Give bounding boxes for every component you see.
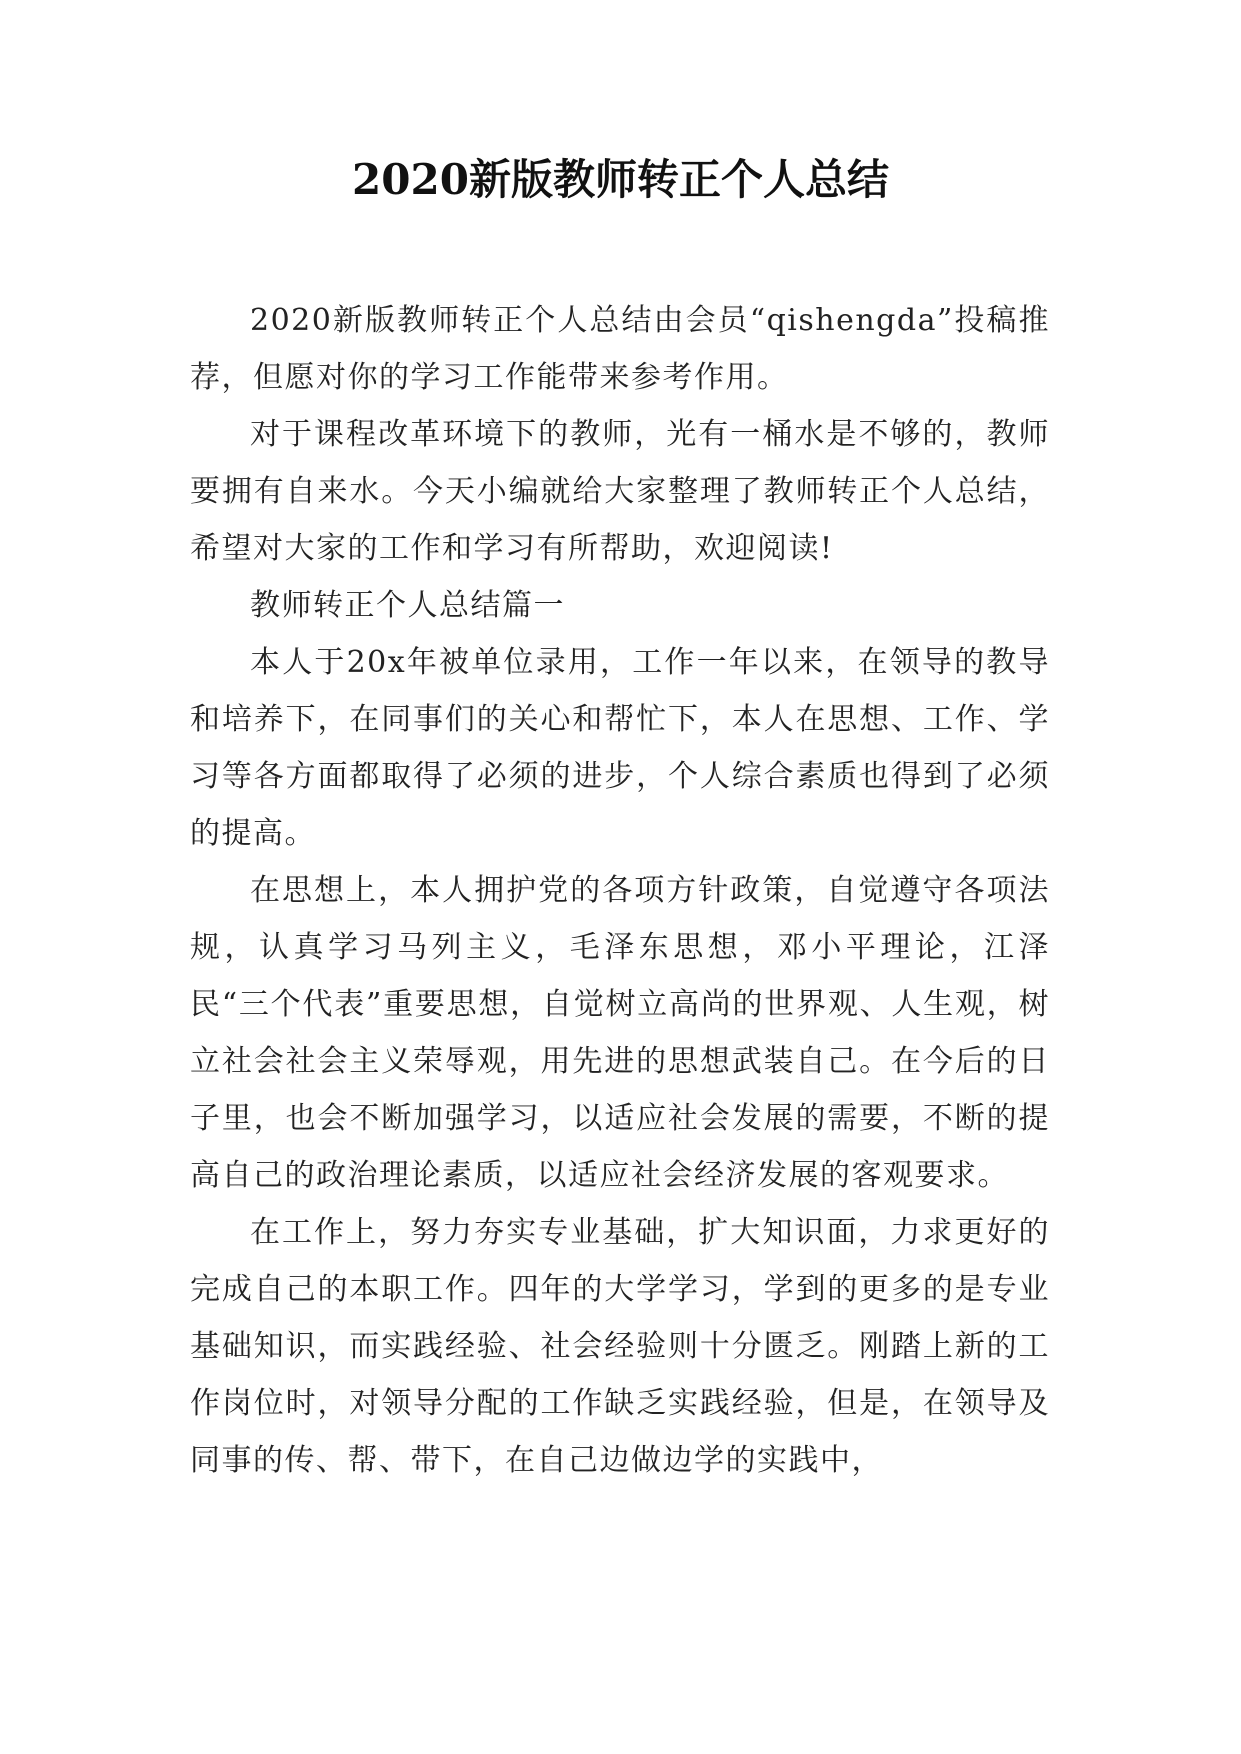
document-body (190, 292, 1050, 1489)
paragraph-preface: 对于课程改革环境下的教师，光有一桶水是不够的，教师要拥有自来水。今天小编就给大家整理了教师转正个人总结，希望对大家的工作和学习有所帮助，欢迎阅读! (190, 417, 1050, 566)
document-title: 2020新版教师转正个人总结 (352, 155, 889, 204)
paragraph-overview: 本人于20x年被单位录用，工作一年以来，在领导的教导和培养下，在同事们的关心和帮忙下，本人在思想、工作、学习等各方面都取得了必须的进步，个人综合素质也得到了必须的提高。 (190, 645, 1050, 851)
section-heading: 教师转正个人总结篇一 (250, 588, 565, 623)
paragraph-thought: 在思想上，本人拥护党的各项方针政策，自觉遵守各项法规，认真学习马列主义，毛泽东思想，邓小平理论，江泽民“三个代表”重要思想，自觉树立高尚的世界观、人生观，树立社会社会主义荣辱观，用先进的思想武装自己。在今后的日子里，也会不断加强学习，以适应社会发展的需要，不断的提高自己的政治理论素质，以适应社会经济发展的客观要求。 (190, 873, 1050, 1193)
paragraph-work: 在工作上，努力夯实专业基础，扩大知识面，力求更好的完成自己的本职工作。四年的大学学习，学到的更多的是专业基础知识，而实践经验、社会经验则十分匮乏。刚踏上新的工作岗位时，对领导分配的工作缺乏实践经验，但是，在领导及同事的传、帮、带下，在自己边做边学的实践中， (190, 1215, 1050, 1478)
paragraph-intro: 2020新版教师转正个人总结由会员“qishengda”投稿推荐，但愿对你的学习工作能带来参考作用。 (190, 303, 1050, 395)
